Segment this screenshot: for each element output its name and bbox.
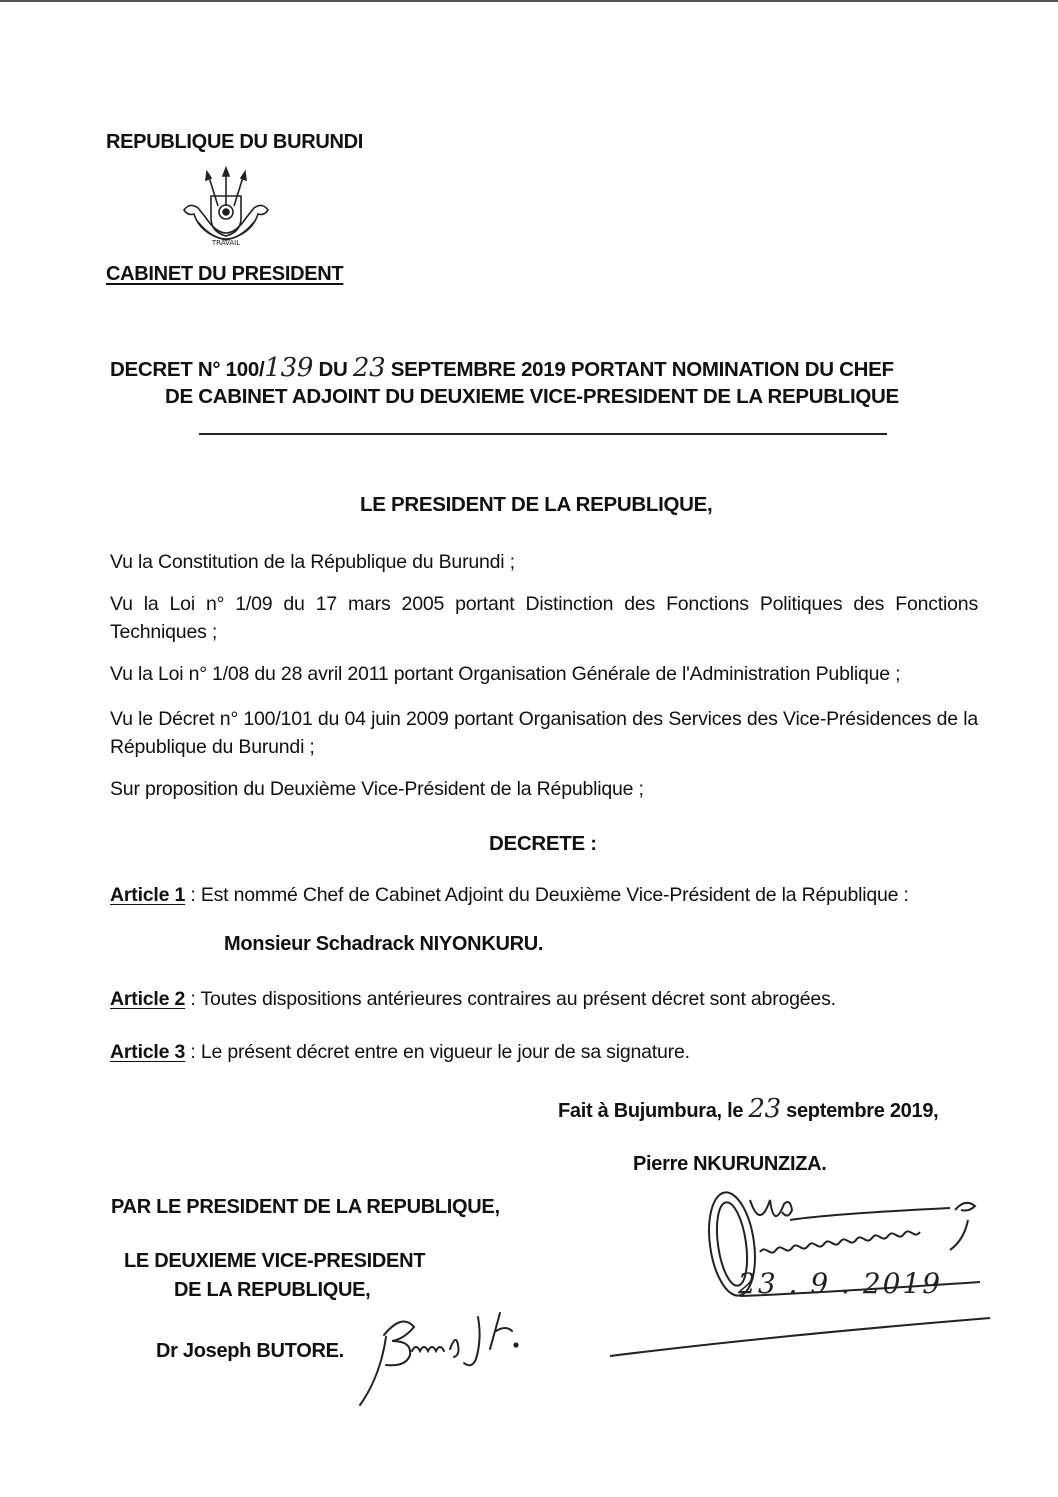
place-date bbox=[558, 1094, 938, 1124]
vp-signature bbox=[350, 1305, 540, 1415]
article-2-label: Article 2 bbox=[110, 988, 186, 1010]
article-3-text: Le présent décret entre en vigueur le jour de sa signature. bbox=[200, 1041, 690, 1063]
decree-du: DU bbox=[313, 358, 353, 381]
decree-title-rest: SEPTEMBRE 2019 PORTANT NOMINATION DU CHEF bbox=[385, 358, 894, 381]
svg-text:TRAVAIL: TRAVAIL bbox=[211, 239, 241, 247]
vp-name: Dr Joseph BUTORE. bbox=[156, 1340, 344, 1362]
vu-loi-109: Vu la Loi n° 1/09 du 17 mars 2005 portant Distinction des Fonctions Politiques des Fonctions Techniques ; bbox=[110, 593, 978, 643]
vu-constitution: Vu la Constitution de la République du Burundi ; bbox=[110, 551, 515, 573]
decree-number-handwritten: 139 bbox=[264, 353, 314, 383]
decrete-heading: DECRETE : bbox=[489, 832, 597, 855]
decree-prefix: DECRET N° 100/ bbox=[110, 358, 265, 381]
vu-decret-100-101: Vu le Décret n° 100/101 du 04 juin 2009 portant Organisation des Services des Vice-Présidences de la République du Burundi ; bbox=[110, 708, 978, 758]
article-1-text: Est nommé Chef de Cabinet Adjoint du Deuxième Vice-Président de la République : bbox=[200, 884, 909, 906]
closing-date-rest: septembre 2019, bbox=[780, 1100, 939, 1122]
burundi-coat-of-arms-icon bbox=[176, 166, 276, 261]
nominee-name: Monsieur Schadrack NIYONKURU. bbox=[224, 933, 544, 955]
article-3 bbox=[110, 1038, 990, 1066]
decree-title-line1 bbox=[110, 354, 970, 384]
proposal-line: Sur proposition du Deuxième Vice-Président de la République ; bbox=[110, 778, 644, 800]
article-1-sep: : bbox=[185, 884, 201, 906]
vp-title-line2: DE LA REPUBLIQUE, bbox=[174, 1279, 371, 1301]
article-3-sep: : bbox=[185, 1041, 201, 1063]
decree-day-handwritten: 23 bbox=[352, 353, 386, 383]
article-2 bbox=[110, 985, 990, 1013]
vu-loi-108: Vu la Loi n° 1/08 du 28 avril 2011 portant Organisation Générale de l'Administration Publique ; bbox=[110, 663, 901, 685]
president-name: Pierre NKURUNZIZA. bbox=[633, 1153, 827, 1175]
scan-top-edge bbox=[0, 0, 1058, 2]
place-text: Fait à Bujumbura, le bbox=[558, 1100, 749, 1122]
country-heading: REPUBLIQUE DU BURUNDI bbox=[106, 131, 364, 153]
title-divider bbox=[199, 433, 887, 435]
stamp-date-handwritten: 23 . 9 . 2019 bbox=[738, 1267, 943, 1300]
decree-title-line2: DE CABINET ADJOINT DU DEUXIEME VICE-PRESIDENT DE LA REPUBLIQUE bbox=[165, 385, 899, 408]
article-1-label: Article 1 bbox=[110, 884, 186, 906]
president-heading: LE PRESIDENT DE LA REPUBLIQUE, bbox=[360, 493, 713, 516]
closing-day-handwritten: 23 bbox=[748, 1094, 781, 1124]
cabinet-heading: CABINET DU PRESIDENT bbox=[106, 263, 344, 285]
article-2-text: Toutes dispositions antérieures contraires au présent décret sont abrogées. bbox=[200, 988, 836, 1010]
article-3-label: Article 3 bbox=[110, 1041, 186, 1063]
vp-title-line1: LE DEUXIEME VICE-PRESIDENT bbox=[124, 1250, 426, 1272]
par-le-president: PAR LE PRESIDENT DE LA REPUBLIQUE, bbox=[111, 1196, 500, 1218]
article-1 bbox=[110, 881, 990, 909]
article-2-sep: : bbox=[185, 988, 201, 1010]
